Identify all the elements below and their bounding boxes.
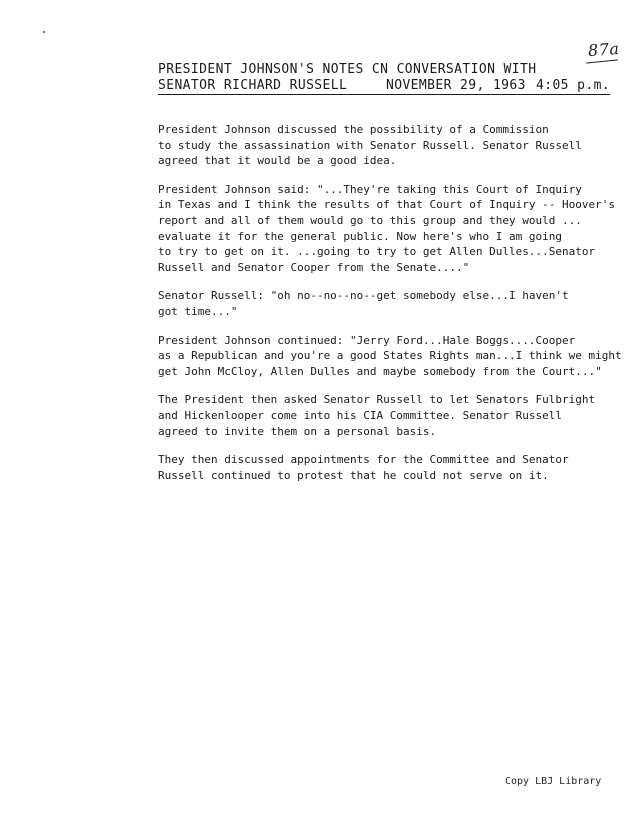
header-date: NOVEMBER 29, 1963 <box>386 78 526 93</box>
paragraph-line: President Johnson discussed the possibility of a Commission <box>158 123 549 136</box>
paragraph <box>158 392 598 439</box>
paragraph-line: get John McCloy, Allen Dulles and maybe somebody from the Court..." <box>158 364 602 378</box>
paragraph-line: to try to get on it. ...going to try to get Allen Dulles...Senator <box>158 245 596 259</box>
paragraph-line: President Johnson continued: "Jerry Ford...Hale Boggs....Cooper <box>158 333 576 347</box>
library-stamp: Copy LBJ Library <box>505 776 602 787</box>
paragraph-line: They then discussed appointments for the Committee and Senator <box>158 453 569 467</box>
paragraph-line: in Texas and I think the results of that Court of Inquiry -- Hoover's <box>158 198 615 212</box>
paragraph-line: Senator Russell: "oh no--no--no--get somebody else...I haven't <box>158 289 569 303</box>
paragraph-line: and Hickenlooper come into his CIA Committee. Senator Russell <box>158 408 562 422</box>
header-senator-name: SENATOR RICHARD RUSSELL <box>158 78 348 93</box>
header-time: 4:05 p.m. <box>536 78 611 93</box>
handwritten-page-number: 87a <box>587 38 621 61</box>
paragraph <box>158 333 622 380</box>
paragraph-line: evaluate it for the general public. Now here's who I am going <box>158 229 562 243</box>
header-subtitle <box>158 78 610 95</box>
header-title: PRESIDENT JOHNSON'S NOTES CN CONVERSATION WITH <box>158 62 537 77</box>
paragraph <box>158 452 598 483</box>
paragraph-line: Russell continued to protest that he could not serve on it. <box>158 468 549 482</box>
document-body <box>158 122 622 496</box>
paragraph-line: agreed to invite them on a personal basis. <box>158 424 437 438</box>
paragraph-line: President Johnson said: "...They're taking this Court of Inquiry <box>158 182 582 196</box>
paragraph-line: as a Republican and you're a good States Rights man...I think we might <box>158 349 622 363</box>
document-header <box>158 62 611 95</box>
paragraph-line: to study the assassination with Senator Russell. Senator Russell <box>158 138 582 152</box>
paragraph-line: agreed that it would be a good idea. <box>158 154 397 168</box>
paragraph-line: The President then asked Senator Russell to let Senators Fulbright <box>158 393 596 407</box>
paragraph-line: got time..." <box>158 304 238 318</box>
paragraph-line: report and all of them would go to this group and they would ... <box>158 213 582 227</box>
paragraph <box>158 122 598 169</box>
scan-speck <box>43 31 45 33</box>
paragraph <box>158 182 615 276</box>
paragraph-line: Russell and Senator Cooper from the Senate...." <box>158 260 470 274</box>
paragraph <box>158 288 598 319</box>
